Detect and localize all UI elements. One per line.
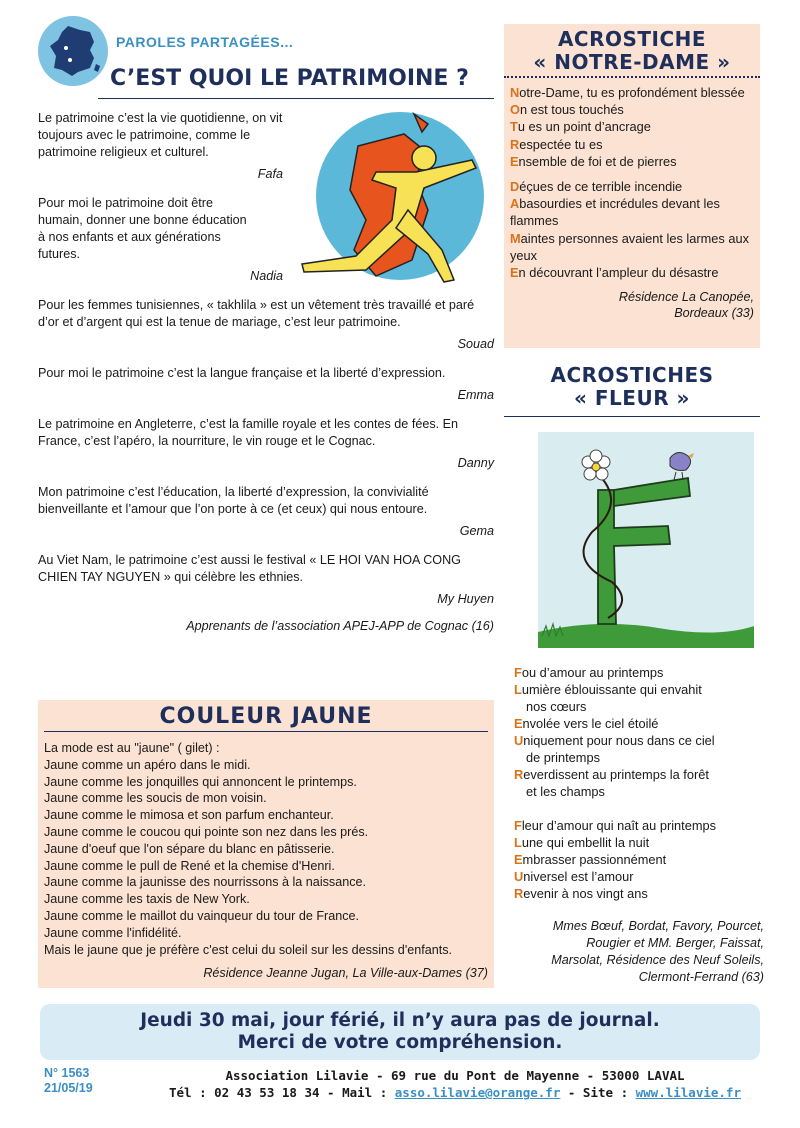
testimony-text: Pour les femmes tunisiennes, « takhlila » est un vêtement très travaillé et paré d’or et d’argent qui est la tenue de mariage, c’est leur patrimoine. bbox=[38, 298, 475, 329]
fleur-title: ACROSTICHES bbox=[550, 363, 714, 387]
testimony-text: Pour moi le patrimoine doit être humain, donner une bonne éducation à nos enfants et aux générations futures. bbox=[38, 196, 247, 261]
yellow-title-divider bbox=[44, 731, 488, 732]
acrostic-text: aintes personnes avaient les larmes aux yeux bbox=[510, 230, 750, 263]
acrostic-initial: D bbox=[510, 179, 520, 195]
acrostic-line bbox=[514, 817, 766, 834]
acrostic-text: une qui embellit la nuit bbox=[521, 835, 650, 850]
credit-line: Mmes Bœuf, Bordat, Favory, Pourcet, bbox=[552, 919, 764, 933]
acrostic-line bbox=[514, 851, 766, 868]
acrostic-continuation: nos cœurs bbox=[526, 699, 587, 714]
issue-info bbox=[44, 1066, 93, 1096]
testimony-text: Au Viet Nam, le patrimoine c’est aussi le festival « LE HOI VAN HOA CONG CHIEN TAY NGUYEN » qui célèbre les ethnies. bbox=[38, 553, 461, 584]
section-header bbox=[38, 14, 494, 106]
poem-line: Jaune comme le mimosa et son parfum enchanteur. bbox=[44, 808, 334, 823]
testimony-text: Le patrimoine en Angleterre, c’est la famille royale et les contes de fées. En France, c’est l’apéro, la nourriture, le vin rouge et le Cognac. bbox=[38, 417, 459, 448]
acrostic-initial: F bbox=[514, 665, 522, 680]
testimony bbox=[38, 416, 494, 472]
acrostic-initial: O bbox=[510, 102, 520, 118]
section-tag: PAROLES PARTAGÉES... bbox=[116, 34, 294, 50]
issue-date: 21/05/19 bbox=[44, 1081, 93, 1095]
heritage-column bbox=[38, 14, 494, 635]
acrostic-initial: E bbox=[510, 265, 519, 281]
stanza-gap bbox=[514, 800, 766, 817]
notice-line: Merci de votre compréhension. bbox=[237, 1032, 563, 1053]
acrostic-initial: E bbox=[514, 716, 523, 731]
letter-f-flower-illustration bbox=[538, 432, 754, 648]
testimony-author: Fafa bbox=[257, 167, 283, 181]
poem-line: Mais le jaune que je préfère c'est celui du soleil sur les dessins d'enfants. bbox=[44, 942, 453, 957]
heritage-testimonies bbox=[38, 106, 494, 635]
acrostic-line bbox=[510, 195, 754, 229]
website-link[interactable]: www.lilavie.fr bbox=[635, 1085, 741, 1100]
acrostic-text: umière éblouissante qui envahit bbox=[521, 682, 702, 697]
testimony-author: Nadia bbox=[250, 269, 283, 283]
acrostic-text: otre-Dame, tu es profondément blessée bbox=[519, 85, 745, 100]
notre-dame-stanza bbox=[510, 178, 754, 281]
acrostic-initial: E bbox=[514, 852, 523, 867]
acrostic-initial: L bbox=[514, 682, 522, 697]
credit-line: Rougier et MM. Berger, Faissat, bbox=[586, 936, 764, 950]
acrostic-line bbox=[514, 868, 766, 885]
testimony-author: Souad bbox=[457, 337, 494, 351]
acrostic-line bbox=[514, 715, 766, 732]
poem-line: La mode est au "jaune" ( gilet) : bbox=[44, 741, 220, 755]
testimony bbox=[38, 552, 494, 608]
poem-line: Jaune comme le pull de René et la chemise d'Henri. bbox=[44, 858, 335, 873]
notre-dame-subtitle: « NOTRE-DAME » bbox=[533, 50, 731, 74]
acrostic-initial: U bbox=[514, 733, 524, 748]
testimony-author: My Huyen bbox=[437, 592, 494, 606]
acrostic-text: basourdies et incrédules devant les flammes bbox=[510, 196, 720, 229]
page-title: C’EST QUOI LE PATRIMOINE ? bbox=[110, 66, 469, 91]
notre-dame-title: ACROSTICHE bbox=[557, 27, 707, 51]
acrostic-initial: A bbox=[510, 196, 520, 212]
acrostic-text: espectée tu es bbox=[519, 136, 603, 152]
acrostic-initial: T bbox=[510, 119, 518, 135]
fleur-subtitle: « FLEUR » bbox=[574, 386, 690, 410]
yellow-poem-box bbox=[38, 700, 494, 988]
acrostic-initial: M bbox=[510, 230, 521, 246]
fleur-poem bbox=[514, 817, 766, 902]
acrostic-line bbox=[510, 84, 754, 101]
acrostic-text: mbrasser passionnément bbox=[522, 852, 667, 867]
notre-dame-stanza bbox=[510, 84, 754, 170]
credit-line: Bordeaux (33) bbox=[674, 306, 754, 321]
testimony bbox=[38, 297, 494, 353]
acrostic-text: u es un point d’ancrage bbox=[517, 119, 651, 135]
credit-line: Marsolat, Résidence des Neuf Soleils, bbox=[551, 953, 764, 967]
issue-number: N° 1563 bbox=[44, 1066, 90, 1080]
credit-line: Résidence La Canopée, bbox=[618, 290, 754, 305]
acrostic-text: niversel est l’amour bbox=[523, 869, 634, 884]
acrostic-initial: R bbox=[510, 136, 520, 152]
acrostic-text: n découvrant l’ampleur du désastre bbox=[518, 265, 719, 281]
contact-line bbox=[150, 1084, 760, 1101]
acrostic-line bbox=[510, 178, 754, 195]
fleur-divider bbox=[504, 416, 760, 417]
poem-line: Jaune d'oeuf que l'on sépare du blanc en pâtisserie. bbox=[44, 841, 335, 856]
acrostic-line bbox=[514, 834, 766, 851]
fleur-poems bbox=[514, 664, 766, 902]
fleur-poem bbox=[514, 664, 766, 800]
acrostic-text: n est tous touchés bbox=[519, 102, 624, 118]
poem-line: Jaune comme le maillot du vainqueur du tour de France. bbox=[44, 908, 360, 923]
notre-dame-credit bbox=[510, 289, 754, 321]
notre-dame-acrostic-box bbox=[504, 24, 760, 348]
acrostic-initial: R bbox=[514, 886, 524, 901]
acrostic-initial: F bbox=[514, 818, 522, 833]
testimony-text: Mon patrimoine c’est l’éducation, la liberté d’expression, la convivialité bienveillante et l’amour que l’on porte à ce (et ceux) qui nous entoure. bbox=[38, 485, 429, 516]
notice-line: Jeudi 30 mai, jour férié, il n’y aura pas de journal. bbox=[140, 1010, 660, 1031]
acrostic-line bbox=[514, 732, 766, 749]
fleur-header bbox=[504, 364, 760, 417]
stanza-gap bbox=[510, 170, 754, 178]
yellow-poem-lines bbox=[44, 740, 488, 958]
poem-line: Jaune comme les taxis de New York. bbox=[44, 892, 250, 907]
poem-line: Jaune comme les soucis de mon voisin. bbox=[44, 791, 267, 806]
acrostic-initial: N bbox=[510, 85, 520, 100]
holiday-notice bbox=[40, 1004, 760, 1060]
notre-dame-divider bbox=[504, 76, 760, 78]
acrostic-line bbox=[514, 766, 766, 783]
poem-line: Jaune comme l'infidélité. bbox=[44, 925, 182, 940]
testimony-author: Danny bbox=[457, 456, 494, 470]
testimony-text: Le patrimoine c’est la vie quotidienne, on vit toujours avec le patrimoine, comme le patrimoine religieux et culturel. bbox=[38, 111, 283, 159]
acrostic-text: leur d’amour qui naît au printemps bbox=[521, 818, 717, 833]
heritage-credit: Apprenants de l’association APEJ-APP de Cognac (16) bbox=[186, 619, 494, 633]
acrostic-text: evenir à nos vingt ans bbox=[523, 886, 648, 901]
address: Association Lilavie - 69 rue du Pont de Mayenne - 53000 LAVAL bbox=[225, 1068, 685, 1083]
acrostic-text: niquement pour nous dans ce ciel bbox=[523, 733, 715, 748]
acrostic-text: ou d’amour au printemps bbox=[521, 665, 664, 680]
testimony-author: Emma bbox=[457, 388, 494, 402]
acrostic-text: nsemble de foi et de pierres bbox=[518, 153, 677, 169]
acrostic-continuation: de printemps bbox=[526, 750, 600, 765]
france-map-icon bbox=[38, 16, 108, 86]
acrostic-text: nvolée vers le ciel étoilé bbox=[522, 716, 659, 731]
testimony-author: Gema bbox=[459, 524, 494, 538]
acrostic-line bbox=[510, 153, 754, 170]
poem-line: Jaune comme le coucou qui pointe son nez dans les prés. bbox=[44, 824, 369, 839]
acrostic-line bbox=[514, 681, 766, 698]
acrostic-line bbox=[514, 885, 766, 902]
acrostic-text: everdissent au printemps la forêt bbox=[523, 767, 709, 782]
title-divider bbox=[98, 98, 494, 99]
heritage-figure-illustration bbox=[296, 110, 488, 294]
email-link[interactable]: asso.lilavie@orange.fr bbox=[394, 1085, 561, 1100]
acrostic-initial: E bbox=[510, 153, 519, 169]
acrostic-line bbox=[510, 101, 754, 118]
acrostic-initial: U bbox=[514, 869, 524, 884]
contact-info bbox=[150, 1067, 760, 1101]
yellow-poem-title: COULEUR JAUNE bbox=[159, 704, 373, 729]
tel-label: Tél : 02 43 53 18 34 - Mail : bbox=[169, 1085, 395, 1100]
acrostic-initial: R bbox=[514, 767, 524, 782]
poem-line: Jaune comme les jonquilles qui annoncent le printemps. bbox=[44, 774, 357, 789]
acrostic-line bbox=[510, 264, 754, 281]
poem-line: Jaune comme la jaunisse des nourrissons à la naissance. bbox=[44, 875, 367, 890]
acrostic-continuation: et les champs bbox=[526, 784, 605, 799]
acrostic-line bbox=[510, 230, 754, 264]
acrostic-line bbox=[510, 118, 754, 135]
testimony bbox=[38, 484, 494, 540]
acrostic-line bbox=[510, 136, 754, 153]
testimony-text: Pour moi le patrimoine c’est la langue française et la liberté d’expression. bbox=[38, 366, 446, 380]
poem-line: Jaune comme un apéro dans le midi. bbox=[44, 757, 251, 772]
acrostic-text: éçues de ce terrible incendie bbox=[519, 179, 683, 195]
fleur-credit bbox=[504, 918, 764, 986]
yellow-poem-credit: Résidence Jeanne Jugan, La Ville-aux-Dames (37) bbox=[203, 966, 488, 981]
acrostic-line bbox=[514, 664, 766, 681]
testimony bbox=[38, 365, 494, 404]
acrostic-initial: L bbox=[514, 835, 522, 850]
site-label: - Site : bbox=[560, 1085, 636, 1100]
credit-line: Clermont-Ferrand (63) bbox=[638, 970, 764, 984]
